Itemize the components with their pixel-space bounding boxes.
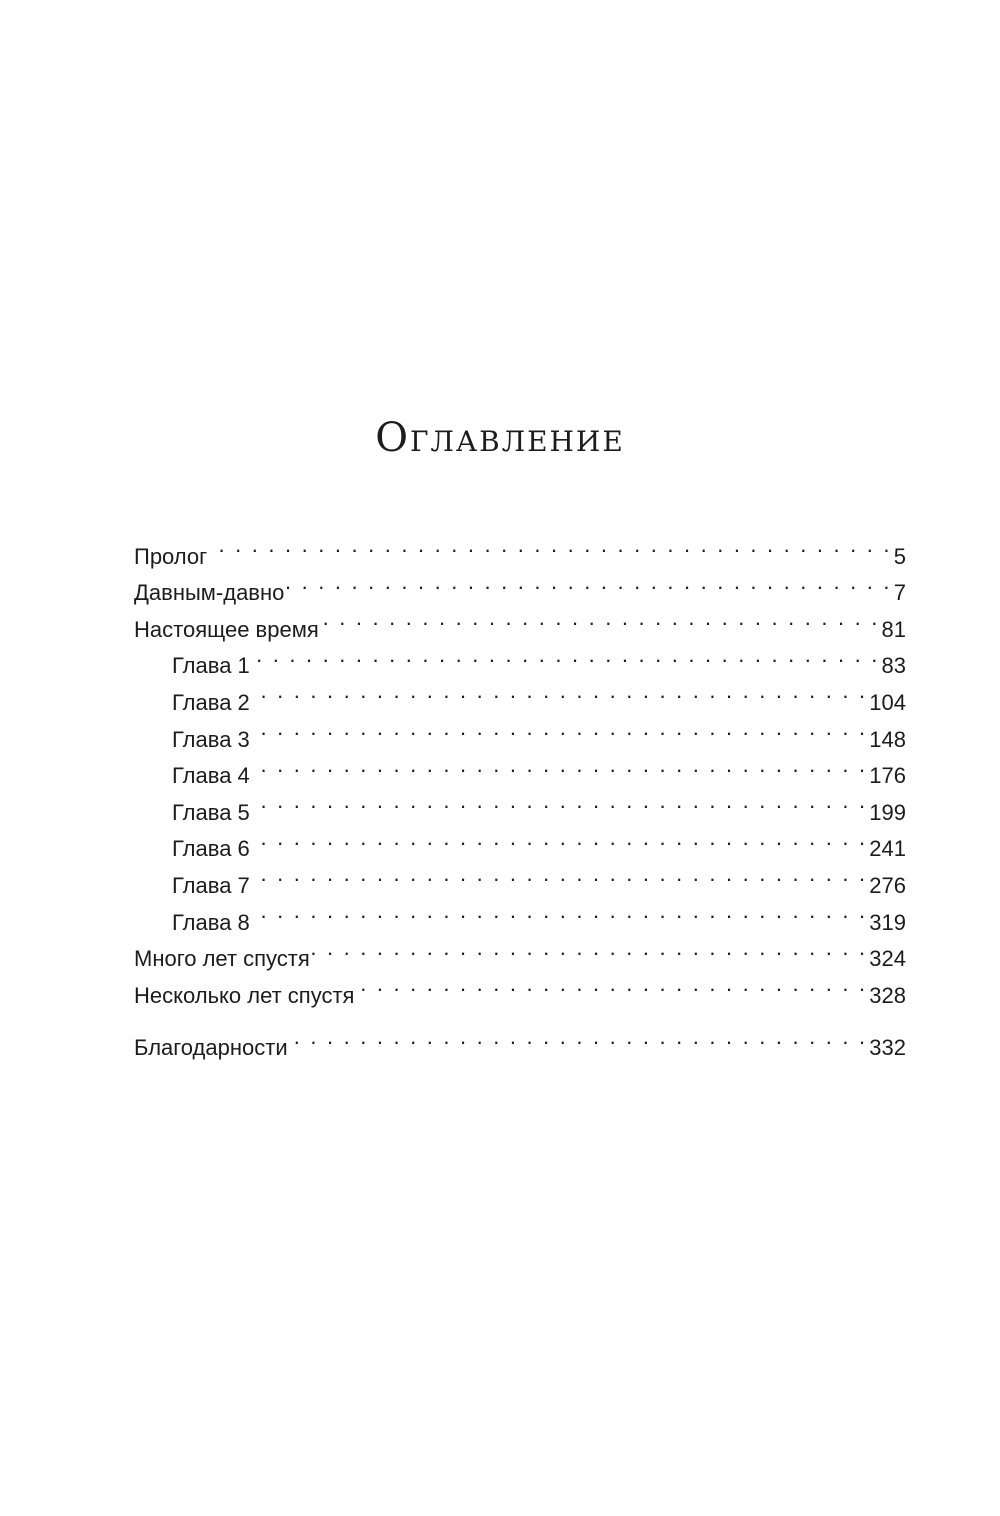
dot-leader [250, 637, 880, 674]
toc-entry-label: Много лет спустя [134, 946, 310, 972]
dot-leader [250, 893, 868, 930]
toc-entry-page: 7 [893, 580, 906, 606]
toc-entry-label: Глава 5 [172, 799, 250, 825]
dot-leader [250, 783, 868, 820]
page-title: Оглавление [375, 415, 625, 461]
toc-entry-page: 319 [869, 909, 906, 935]
dot-leader [319, 600, 880, 637]
toc-entry-long-ago[interactable] [134, 564, 906, 606]
toc-entry-label: Глава 4 [172, 763, 250, 789]
toc-entry-page: 332 [869, 1035, 906, 1061]
toc-entry-many-years-later[interactable] [134, 930, 906, 972]
toc-entry-page: 148 [869, 726, 906, 752]
toc-entry-chapter-1[interactable] [134, 637, 906, 679]
toc-entry-label: Глава 8 [172, 909, 250, 935]
toc-entry-label: Давным-давно [134, 580, 285, 606]
dot-leader [288, 1019, 868, 1056]
toc-entry-label: Пролог [134, 543, 208, 569]
dot-leader [250, 820, 868, 857]
dot-leader [250, 673, 868, 710]
dot-leader [250, 856, 868, 893]
toc-entry-label: Настоящее время [134, 616, 319, 642]
toc-entry-label: Глава 2 [172, 689, 250, 715]
dot-leader [250, 747, 868, 784]
dot-leader [250, 710, 868, 747]
toc-entry-page: 328 [869, 982, 906, 1008]
toc-entry-page: 199 [869, 799, 906, 825]
toc-entry-label: Глава 1 [172, 653, 250, 679]
toc-entry-page: 104 [869, 689, 906, 715]
toc-entry-chapter-4[interactable] [134, 747, 906, 789]
dot-leader [310, 930, 867, 967]
toc-entry-page: 324 [869, 946, 906, 972]
dot-leader [284, 564, 891, 601]
toc-entry-label: Благодарности [134, 1035, 288, 1061]
toc-entry-page: 81 [881, 616, 906, 642]
toc-entry-acknowledgements[interactable] [134, 1019, 906, 1061]
toc-entry-chapter-8[interactable] [134, 893, 906, 935]
toc-entry-page: 5 [893, 543, 906, 569]
toc-entry-chapter-7[interactable] [134, 856, 906, 898]
toc-entry-chapter-5[interactable] [134, 783, 906, 825]
toc-entry-page: 241 [869, 836, 906, 862]
toc-entry-label: Глава 6 [172, 836, 250, 862]
toc-entry-page: 176 [869, 763, 906, 789]
table-of-contents [134, 527, 906, 1061]
toc-entry-label: Несколько лет спустя [134, 982, 355, 1008]
toc-entry-chapter-6[interactable] [134, 820, 906, 862]
dot-leader [354, 966, 867, 1003]
toc-entry-label: Глава 7 [172, 872, 250, 898]
toc-entry-label: Глава 3 [172, 726, 250, 752]
dot-leader [207, 527, 892, 564]
toc-entry-page: 276 [869, 872, 906, 898]
toc-entry-page: 83 [881, 653, 906, 679]
toc-entry-chapter-3[interactable] [134, 710, 906, 752]
toc-entry-prologue[interactable] [134, 527, 906, 569]
toc-entry-chapter-2[interactable] [134, 673, 906, 715]
